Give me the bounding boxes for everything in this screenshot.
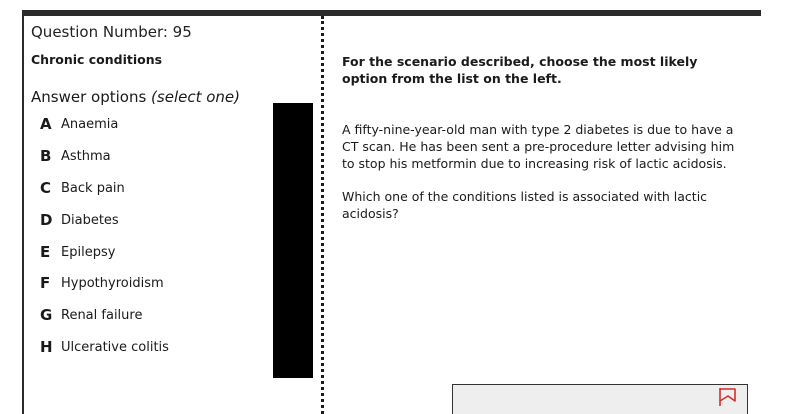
option-label: Anaemia xyxy=(61,117,119,132)
redaction-panel xyxy=(273,103,313,378)
answer-options-list xyxy=(40,115,169,370)
option-letter: F xyxy=(40,274,51,293)
answer-option-e[interactable] xyxy=(40,243,169,275)
answer-option-h[interactable] xyxy=(40,338,169,370)
instruction-text: For the scenario described, choose the most likely option from the list on the left. xyxy=(342,54,698,86)
dotted-divider xyxy=(321,16,324,414)
category-title: Chronic conditions xyxy=(31,52,163,67)
question-text: Which one of the conditions listed is associated with lactic acidosis? xyxy=(342,189,708,221)
question-number: Question Number: 95 xyxy=(31,23,192,41)
answer-option-b[interactable] xyxy=(40,147,169,179)
flag-icon[interactable] xyxy=(718,387,738,407)
option-letter: A xyxy=(40,115,52,133)
answer-options-heading xyxy=(31,88,240,106)
answer-heading-text: Answer options xyxy=(31,88,147,106)
left-rule xyxy=(22,10,24,414)
scenario-text: A fifty-nine-year-old man with type 2 diabetes is due to have a CT scan. He has been sent a pre-procedure letter advising him to stop his metformin due to increasing risk of lactic acidosis. xyxy=(342,122,735,171)
option-label: Renal failure xyxy=(61,308,143,324)
option-label: Hypothyroidism xyxy=(61,276,164,292)
option-letter: H xyxy=(40,338,53,357)
option-letter: E xyxy=(40,242,51,261)
answer-option-f[interactable] xyxy=(40,274,169,306)
answer-option-a[interactable] xyxy=(40,115,169,147)
option-label: Back pain xyxy=(61,180,125,196)
option-label: Diabetes xyxy=(61,212,119,228)
answer-box[interactable] xyxy=(452,384,748,414)
option-letter: C xyxy=(40,178,52,197)
answer-heading-note: (select one) xyxy=(151,88,240,106)
option-label: Ulcerative colitis xyxy=(61,340,169,356)
option-letter: B xyxy=(40,146,52,165)
option-letter: D xyxy=(40,210,53,229)
option-label: Epilepsy xyxy=(61,244,116,260)
answer-option-g[interactable] xyxy=(40,306,169,338)
option-label: Asthma xyxy=(61,148,111,164)
top-rule xyxy=(22,10,761,16)
option-letter: G xyxy=(40,306,53,325)
answer-option-d[interactable] xyxy=(40,211,169,243)
answer-option-c[interactable] xyxy=(40,179,169,211)
